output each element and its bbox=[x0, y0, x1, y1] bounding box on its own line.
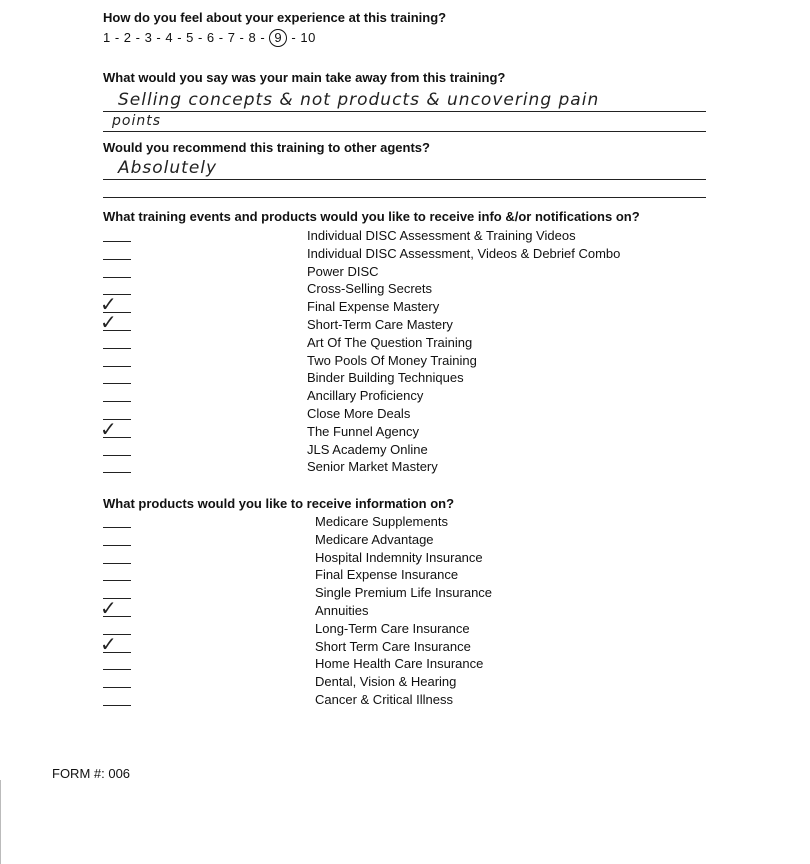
list-item-label: Close More Deals bbox=[307, 406, 411, 421]
list-item-label: Short-Term Care Mastery bbox=[307, 317, 453, 332]
list-item-label: Annuities bbox=[315, 603, 369, 618]
blank-line[interactable] bbox=[103, 705, 131, 706]
question-products: What products would you like to receive information on? bbox=[103, 496, 455, 511]
handwritten-answer-takeaway-2: points bbox=[112, 113, 161, 129]
blank-line[interactable] bbox=[103, 669, 131, 670]
blank-line[interactable] bbox=[103, 401, 131, 402]
blank-line[interactable] bbox=[103, 455, 131, 456]
question-experience: How do you feel about your experience at this training? bbox=[103, 10, 447, 25]
list-item-label: Ancillary Proficiency bbox=[307, 388, 424, 404]
blank-line[interactable] bbox=[103, 545, 131, 546]
list-item-label: The Funnel Agency bbox=[307, 423, 420, 439]
list-item-label: Binder Building Techniques bbox=[307, 370, 464, 386]
scale-after: - 10 bbox=[291, 30, 316, 45]
checkmark-icon: ✓ bbox=[100, 294, 117, 317]
blank-line[interactable] bbox=[103, 563, 131, 564]
blank-line[interactable] bbox=[103, 472, 131, 473]
rating-scale bbox=[103, 29, 316, 47]
list-item-label: Art Of The Question Training bbox=[307, 334, 473, 350]
list-item-label: Senior Market Mastery bbox=[307, 459, 438, 475]
blank-line[interactable] bbox=[103, 383, 131, 384]
blank-line[interactable] bbox=[103, 366, 131, 367]
handwritten-answer-recommend: Absolutely bbox=[118, 158, 218, 178]
list-item-label: Medicare Advantage bbox=[315, 531, 434, 547]
list-item-label: Two Pools Of Money Training bbox=[307, 352, 477, 368]
list-item-label: Dental, Vision & Hearing bbox=[315, 674, 457, 690]
handwritten-answer-takeaway-1: Selling concepts & not products & uncovering pain bbox=[118, 90, 600, 110]
scale-before: 1 - 2 - 3 - 4 - 5 - 6 - 7 - 8 - bbox=[103, 30, 266, 45]
list-item-label: Short Term Care Insurance bbox=[315, 638, 471, 654]
list-item-label: JLS Academy Online bbox=[307, 441, 428, 457]
list-item-label: Cross-Selling Secrets bbox=[307, 281, 432, 297]
list-item-label: Home Health Care Insurance bbox=[315, 656, 484, 672]
blank-line[interactable] bbox=[103, 348, 131, 349]
form-number: FORM #: 006 bbox=[52, 766, 131, 781]
list-item-label: Individual DISC Assessment, Videos & Debrief Combo bbox=[307, 245, 621, 261]
blank-line[interactable] bbox=[103, 527, 131, 528]
blank-line[interactable] bbox=[103, 259, 131, 260]
list-item-label: Hospital Indemnity Insurance bbox=[315, 549, 483, 565]
answer-line bbox=[103, 197, 706, 198]
blank-line[interactable] bbox=[103, 277, 131, 278]
list-item-label: Final Expense Insurance bbox=[315, 567, 459, 583]
answer-line bbox=[103, 179, 706, 180]
question-recommend: Would you recommend this training to other agents? bbox=[103, 140, 430, 155]
checkmark-icon: ✓ bbox=[100, 418, 117, 441]
answer-line bbox=[103, 131, 706, 132]
list-item-label: Cancer & Critical Illness bbox=[315, 692, 453, 707]
answer-line bbox=[103, 111, 706, 112]
scan-edge bbox=[0, 780, 1, 864]
checkmark-icon: ✓ bbox=[100, 633, 117, 656]
list-item-label: Medicare Supplements bbox=[315, 514, 448, 529]
list-item-label: Individual DISC Assessment & Training Videos bbox=[307, 228, 576, 243]
blank-line[interactable] bbox=[103, 241, 131, 242]
blank-line[interactable] bbox=[103, 580, 131, 581]
blank-line[interactable] bbox=[103, 687, 131, 688]
list-item-label: Power DISC bbox=[307, 263, 379, 279]
list-item-label: Single Premium Life Insurance bbox=[315, 585, 493, 601]
list-item-label: Final Expense Mastery bbox=[307, 299, 440, 315]
list-item-label: Long-Term Care Insurance bbox=[315, 620, 470, 636]
checkmark-icon: ✓ bbox=[100, 598, 117, 620]
checkmark-icon: ✓ bbox=[100, 312, 117, 334]
question-takeaway: What would you say was your main take away from this training? bbox=[103, 70, 506, 85]
question-training-events: What training events and products would you like to receive info &/or notifications on? bbox=[103, 209, 640, 224]
selected-rating: 9 bbox=[269, 29, 287, 47]
